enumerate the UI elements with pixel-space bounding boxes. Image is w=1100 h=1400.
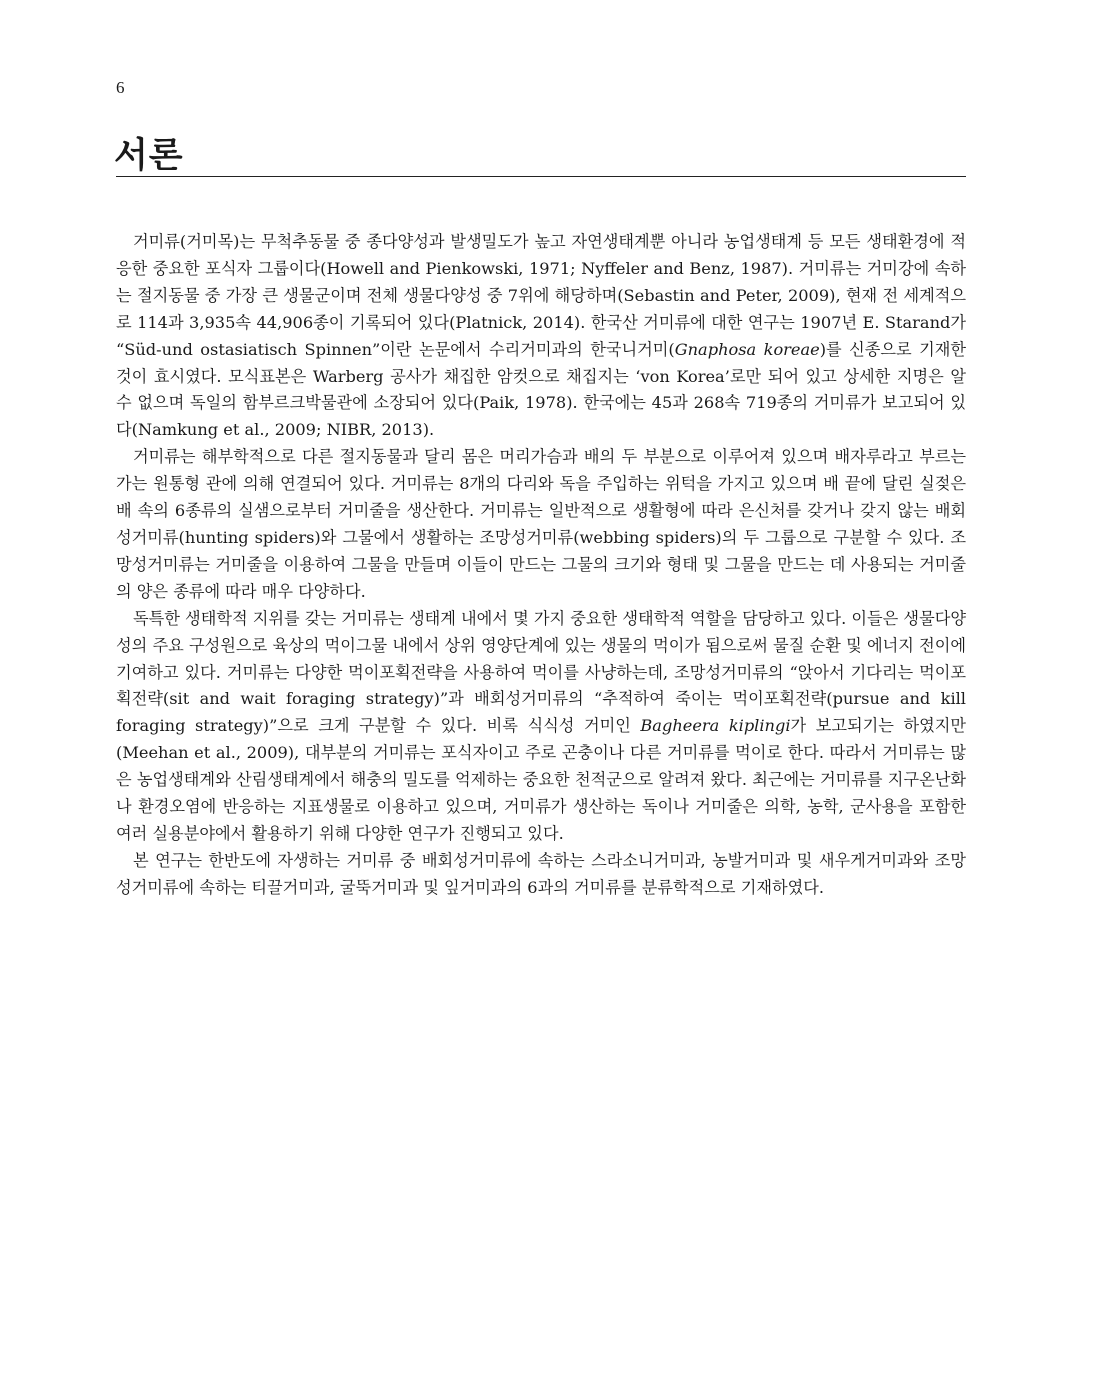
text-run: 가 보고되기는 하였지만(Meehan et al., 2009), 대부분의 거미류는 포식자이고 주로 곤충이나 다른 거미류를 먹이로 한다. 따라서 거미류는 많은 농업생태계와 산림생태계에서 해충의 밀도를 억제하는 중요한 천적군으로 알려져 왔다. 최근에는 거미류를 지구온난화나 환경오염에 반응하는 지표생물로 이용하고 있으며, 거미류가 생산하는 독이나 거미줄은 의학, 농학, 군사용을 포함한 여러 실용분야에서 활용하기 위해 다양한 연구가 진행되고 있다. (116, 716, 966, 843)
body-text (116, 229, 966, 902)
chapter-title: 서론 (114, 136, 184, 176)
page-number: 6 (116, 78, 125, 97)
text-run: )를 신종으로 기재한 것이 효시였다. 모식표본은 Warberg 공사가 채집한 암컷으로 채집지는 ‘von Korea’로만 되어 있고 상세한 지명은 알 수 없으며 독일의 함부르크박물관에 소장되어 있다(Paik, 1978). 한국에는 45과 268속 719종의 거미류가 보고되어 있다(Namkung et al., 2009; NIBR, 2013). (116, 339, 966, 440)
body-paragraph (116, 848, 966, 902)
text-run: 본 연구는 한반도에 자생하는 거미류 중 배회성거미류에 속하는 스라소니거미과, 농발거미과 및 새우게거미과와 조망성거미류에 속하는 티끌거미과, 굴뚝거미과 및 잎거미과의 6과의 거미류를 분류학적으로 기재하였다. (116, 850, 966, 897)
title-rule (116, 176, 966, 177)
body-paragraph (116, 229, 966, 444)
text-run: 거미류는 해부학적으로 다른 절지동물과 달리 몸은 머리가슴과 배의 두 부분으로 이루어져 있으며 배자루라고 부르는 가는 원통형 관에 의해 연결되어 있다. 거미류는 8개의 다리와 독을 주입하는 위턱을 가지고 있으며 배 끝에 달린 실젖은 배 속의 6종류의 실샘으로부터 거미줄을 생산한다. 거미류는 일반적으로 생활형에 따라 은신처를 갖거나 갖지 않는 배회성거미류(hunting spiders)와 그물에서 생활하는 조망성거미류(webbing spiders)의 두 그룹으로 구분할 수 있다. 조망성거미류는 거미줄을 이용하여 그물을 만들며 이들이 만드는 그물의 크기와 형태 및 그물을 만드는 데 사용되는 거미줄의 양은 종류에 따라 매우 다양하다. (116, 447, 966, 601)
italic-species-name: Gnaphosa koreae (674, 339, 820, 359)
italic-species-name: Bagheera kiplingi (640, 716, 791, 736)
text-run: 독특한 생태학적 지위를 갖는 거미류는 생태계 내에서 몇 가지 중요한 생태학적 역할을 담당하고 있다. 이들은 생물다양성의 주요 구성원으로 육상의 먹이그물 내에서 상위 영양단계에 있는 생물의 먹이가 됨으로써 물질 순환 및 에너지 전이에 기여하고 있다. 거미류는 다양한 먹이포획전략을 사용하여 먹이를 사냥하는데, 조망성거미류의 “앉아서 기다리는 먹이포획전략(sit and wait foraging strategy)”과 배회성거미류의 “추적하여 죽이는 먹이포획전략(pursue and kill foraging strategy)”으로 크게 구분할 수 있다. 비록 식식성 거미인 (116, 608, 966, 736)
body-paragraph (116, 606, 966, 848)
text-run: 거미류(거미목)는 무척추동물 중 종다양성과 발생밀도가 높고 자연생태계뿐 아니라 농업생태계 등 모든 생태환경에 적응한 중요한 포식자 그룹이다(Howell and Pienkowski, 1971; Nyffeler and Benz, 1987). 거미류는 거미강에 속하는 절지동물 중 가장 큰 생물군이며 전체 생물다양성 중 7위에 해당하며(Sebastin and Peter, 2009), 현재 전 세계적으로 114과 3,935속 44,906종이 기록되어 있다(Platnick, 2014). 한국산 거미류에 대한 연구는 1907년 E. Starand가 “Süd-und ostasiatisch Spinnen”이란 논문에서 수리거미과의 한국니거미( (116, 232, 966, 359)
body-paragraph (116, 444, 966, 605)
